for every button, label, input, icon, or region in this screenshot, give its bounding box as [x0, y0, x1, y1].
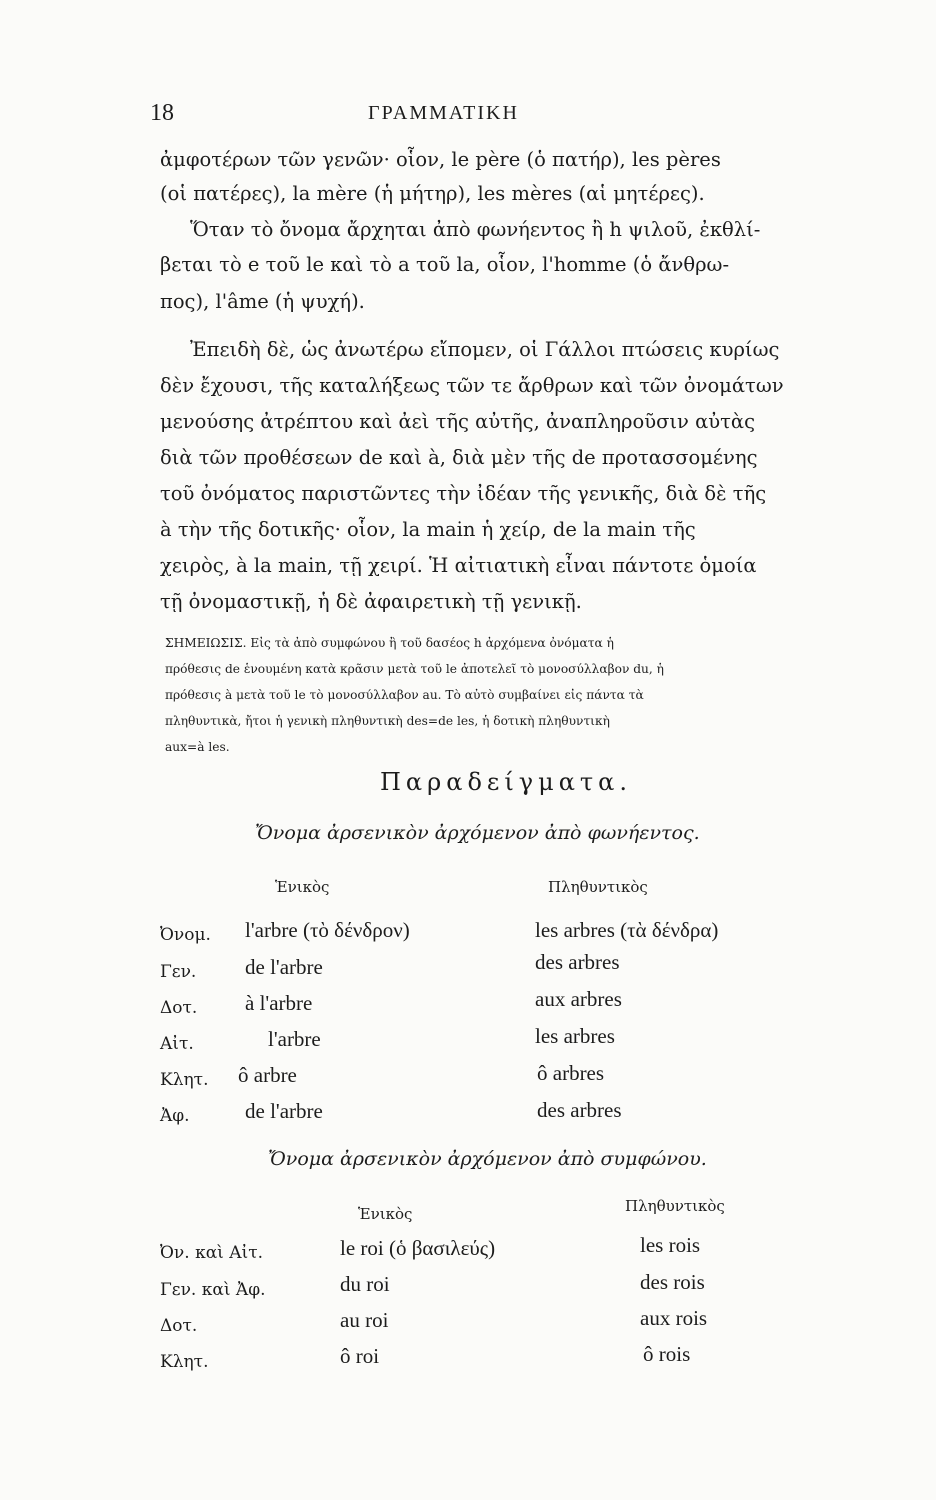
case-label: Αἰτ. [160, 1034, 194, 1054]
text-line: τοῦ ὀνόματος παριστῶντες τὴν ἰδέαν τῆς γενικῆς, διὰ δὲ τῆς [160, 482, 767, 505]
singular-form: du roi [340, 1272, 390, 1296]
text-line: ἀμφοτέρων τῶν γενῶν· οἷον, le père (ὁ πατήρ), les pères [160, 148, 721, 171]
plural-form: des arbres [537, 1098, 622, 1122]
case-label: Δοτ. [160, 1316, 198, 1336]
plural-form: les arbres (τὰ δένδρα) [535, 918, 719, 942]
note-line: ΣΗΜΕΙΩΣΙΣ. Εἰς τὰ ἀπὸ συμφώνου ἢ τοῦ δασέος h ἀρχόμενα ὀνόματα ἡ [165, 636, 614, 650]
plural-form: ô arbres [537, 1061, 605, 1085]
case-label: Δοτ. [160, 998, 198, 1018]
singular-form: au roi [340, 1308, 389, 1332]
case-label: Ἀφ. [160, 1106, 190, 1126]
plural-form: des arbres [535, 950, 620, 974]
text-line: Ὅταν τὸ ὄνομα ἄρχηται ἀπὸ φωνήεντος ἢ h ψιλοῦ, ἐκθλί- [190, 218, 761, 241]
page-number: 18 [150, 100, 174, 126]
singular-form: le roi (ὁ βασιλεύς) [340, 1236, 496, 1260]
examples-heading: Παραδείγματα. [380, 768, 633, 796]
text-line: δὲν ἔχουσι, τῆς καταλήξεως τῶν τε ἄρθρων καὶ τῶν ὀνομάτων [160, 374, 784, 397]
singular-form: ô arbre [238, 1063, 297, 1087]
table-title: Ὄνομα ἀρσενικὸν ἀρχόμενον ἀπὸ φωνήεντος. [255, 822, 700, 844]
text-line: χειρὸς, à la main, τῇ χειρί. Ἡ αἰτιατικὴ εἶναι πάντοτε ὁμοία [160, 554, 757, 577]
text-line: à τὴν τῆς δοτικῆς· οἷον, la main ἡ χείρ, de la main τῆς [160, 518, 696, 541]
text-line: μενούσης ἀτρέπτου καὶ ἀεὶ τῆς αὐτῆς, ἀναπληροῦσιν αὐτὰς [160, 410, 755, 433]
case-label: Κλητ. [160, 1070, 209, 1090]
plural-form: les rois [640, 1233, 701, 1257]
note-line: πρόθεσις à μετὰ τοῦ le τὸ μονοσύλλαβον au. Τὸ αὐτὸ συμβαίνει εἰς πάντα τὰ [165, 688, 644, 702]
singular-form: de l'arbre [245, 1099, 323, 1123]
singular-header: Ἑνικὸς [358, 1205, 413, 1223]
note-line: πρόθεσις de ἑνουμένη κατὰ κρᾶσιν μετὰ τοῦ le ἀποτελεῖ τὸ μονοσύλλαβον du, ἡ [165, 662, 664, 676]
plural-form: aux rois [640, 1306, 708, 1330]
singular-form: à l'arbre [245, 991, 313, 1015]
case-label: Κλητ. [160, 1352, 209, 1372]
singular-form: de l'arbre [245, 955, 323, 979]
note-line: aux=à les. [165, 740, 230, 754]
text-line: τῇ ὀνομαστικῇ, ἡ δὲ ἀφαιρετικὴ τῇ γενικῇ. [160, 590, 582, 613]
plural-form: ô rois [643, 1342, 691, 1366]
text-line: βεται τὸ e τοῦ le καὶ τὸ a τοῦ la, οἷον, l'homme (ὁ ἄνθρω- [160, 253, 730, 276]
plural-form: les arbres [535, 1024, 615, 1048]
text-line: πος), l'âme (ἡ ψυχή). [160, 290, 365, 313]
text-line: διὰ τῶν προθέσεων de καὶ à, διὰ μὲν τῆς de προτασσομένης [160, 446, 758, 469]
note-line: πληθυντικὰ, ἤτοι ἡ γενικὴ πληθυντικὴ des=de les, ἡ δοτικὴ πληθυντικὴ [165, 714, 610, 728]
singular-form: ô roi [340, 1344, 380, 1368]
table-title: Ὄνομα ἀρσενικὸν ἀρχόμενον ἀπὸ συμφώνου. [268, 1148, 707, 1170]
text-line: Ἐπειδὴ δὲ, ὡς ἀνωτέρω εἴπομεν, οἱ Γάλλοι πτώσεις κυρίως [190, 338, 780, 361]
case-label: Ὀν. καὶ Αἰτ. [160, 1243, 264, 1263]
running-title: ΓΡΑΜΜΑΤΙΚΗ [368, 102, 519, 124]
singular-form: l'arbre (τὸ δένδρον) [245, 918, 410, 942]
page-header [150, 100, 800, 140]
plural-form: aux arbres [535, 987, 622, 1011]
plural-form: des rois [640, 1270, 705, 1294]
text-line: (οἱ πατέρες), la mère (ἡ μήτηρ), les mères (αἱ μητέρες). [160, 182, 705, 205]
singular-header: Ἑνικὸς [275, 878, 330, 896]
case-label: Ὀνομ. [160, 925, 211, 945]
plural-header: Πληθυντικὸς [548, 878, 648, 896]
singular-form: l'arbre [268, 1027, 321, 1051]
case-label: Γεν. [160, 962, 197, 982]
plural-header: Πληθυντικὸς [625, 1197, 725, 1215]
case-label: Γεν. καὶ Ἀφ. [160, 1280, 266, 1300]
